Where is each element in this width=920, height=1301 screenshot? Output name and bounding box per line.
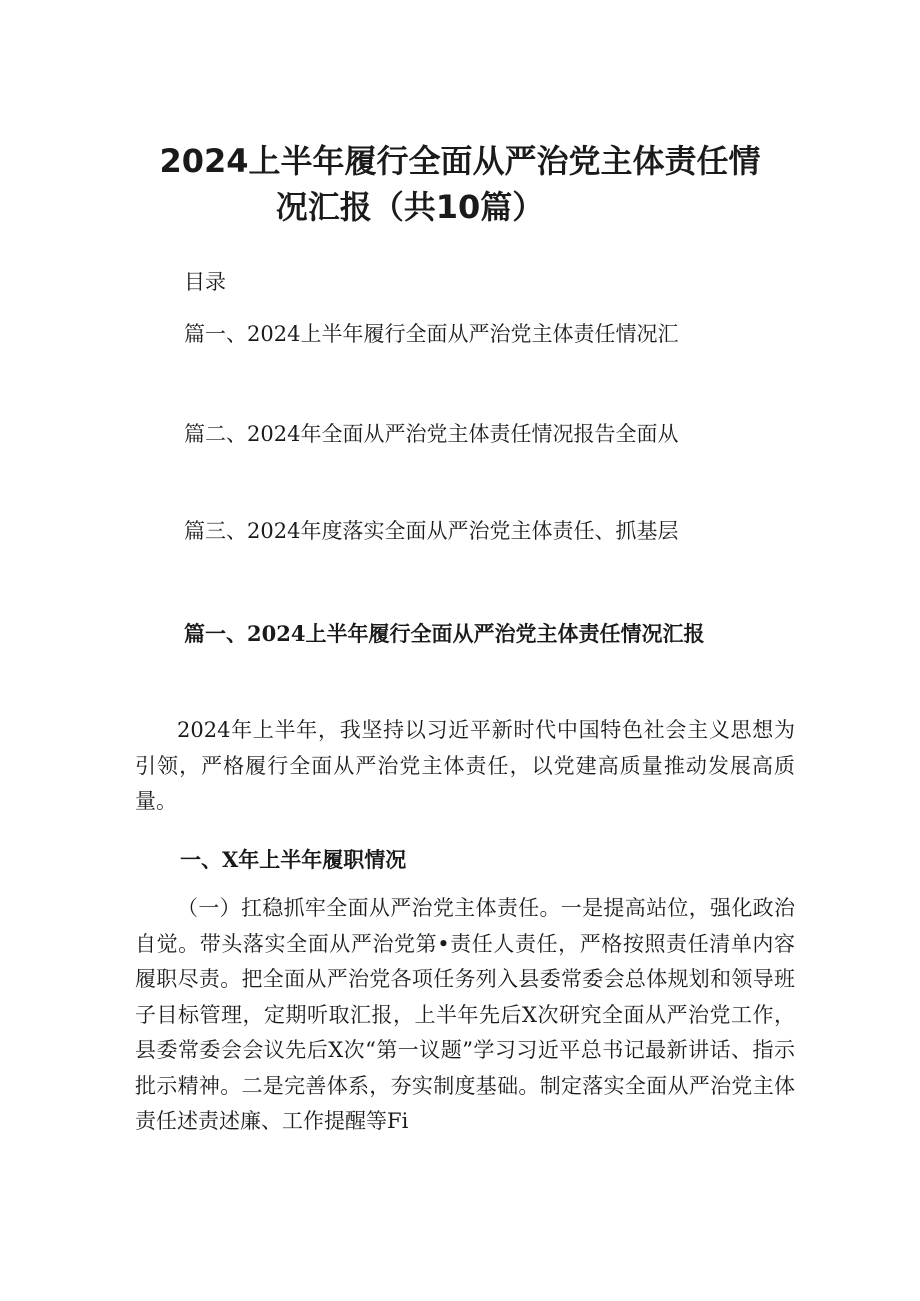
- section-title: 篇一、2024上半年履行全面从严治党主体责任情况汇报: [184, 621, 705, 646]
- heading-1: 一、X年上半年履职情况: [180, 847, 407, 872]
- document-title-line-1: 2024上半年履行全面从严治党主体责任情: [159, 142, 761, 180]
- body-paragraph-text: （一）扛稳抓牢全面从严治党主体责任。一是提高站位，强化政治自觉。带头落实全面从严治党第•责任人责任，严格按照责任清单内容履职尽责。把全面从严治党各项任务列入县委常委会总体规划和领导班子目标管理，定期听取汇报，上半年先后X次研究全面从严治党工作，县委常委会会议先后X次“第一议题”学习习近平总书记最新讲话、指示批示精神。二是完善体系，夯实制度基础。制定落实全面从严治党主体责任述责述廉、工作提醒等Fi: [135, 896, 795, 1133]
- toc-heading: 目录: [184, 270, 226, 294]
- document-title-line-2: 况汇报（共10篇）: [275, 188, 545, 226]
- intro-paragraph: [135, 713, 795, 820]
- body-paragraph: [135, 891, 795, 1140]
- intro-paragraph-text: 2024年上半年，我坚持以习近平新时代中国特色社会主义思想为引领，严格履行全面从严治党主体责任，以党建高质量推动发展高质量。: [135, 718, 795, 813]
- toc-item-2[interactable]: 篇二、2024年全面从严治党主体责任情况报告全面从: [184, 422, 679, 446]
- toc-item-3[interactable]: 篇三、2024年度落实全面从严治党主体责任、抓基层: [184, 519, 679, 543]
- toc-item-1[interactable]: 篇一、2024上半年履行全面从严治党主体责任情况汇: [184, 322, 679, 346]
